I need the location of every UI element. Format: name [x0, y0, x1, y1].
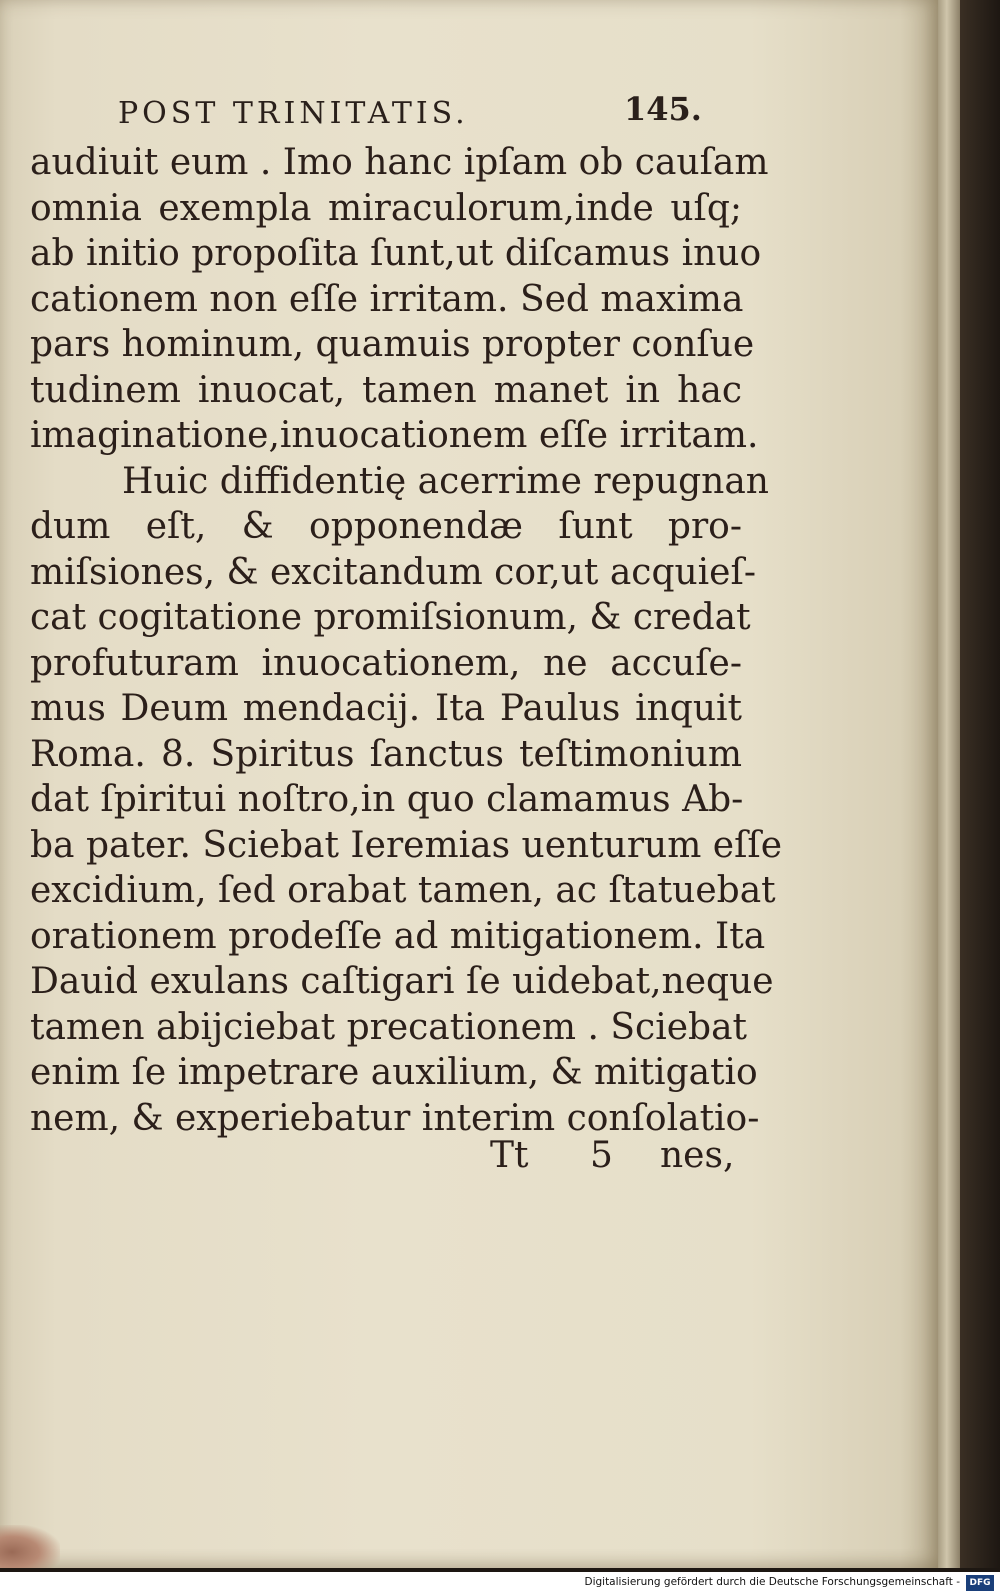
text-line: cat cogitatione promiſsionum, & credat — [30, 597, 751, 638]
corner-stain — [0, 1525, 60, 1568]
text-line: mus Deum mendacij. Ita Paulus inquit — [30, 688, 742, 729]
catchword: nes, — [660, 1135, 735, 1176]
signature-mark: Tt — [490, 1135, 529, 1176]
catchword-line — [490, 1135, 735, 1185]
text-line: imaginatione,inuocationem eſſe irritam. — [30, 415, 759, 456]
text-line: miſsiones, & excitandum cor,ut acquieſ- — [30, 551, 756, 593]
text-line: enim ſe impetrare auxilium, & mitigatio — [30, 1052, 758, 1093]
text-line: Dauid exulans caſtigari ſe uidebat,neque — [30, 961, 774, 1002]
text-line: Roma. 8. Spiritus ſanctus teſtimonium — [30, 733, 742, 775]
text-line: cationem non eſſe irritam. Sed maxima — [30, 278, 744, 320]
dfg-logo: DFG — [966, 1575, 994, 1591]
text-line: excidium, ſed orabat tamen, ac ſtatuebat — [30, 870, 776, 911]
body-text — [30, 140, 783, 1141]
text-line: audiuit eum . Imo hanc ipſam ob cauſam — [30, 142, 769, 183]
text-line: nem, & experiebatur interim conſolatio- — [30, 1097, 760, 1139]
text-line: profuturam inuocationem, ne accuſe- — [30, 642, 742, 684]
page-number: 145. — [624, 90, 702, 128]
text-line: tudinem inuocat, tamen manet in hac — [30, 369, 742, 411]
text-line: tamen abijciebat precationem . Sciebat — [30, 1006, 747, 1048]
signature-number: 5 — [590, 1135, 613, 1176]
text-line: ba pater. Sciebat Ieremias uenturum eſſe — [30, 824, 783, 866]
text-line: pars hominum, quamuis propter conſue — [30, 324, 755, 365]
text-line: ab initio propoſita ſunt,ut diſcamus inuo — [30, 233, 762, 274]
page-header — [118, 88, 718, 136]
running-head: POST TRINITATIS. — [118, 96, 469, 131]
text-line: omnia exempla miraculorum,inde uſq; — [30, 187, 742, 229]
page-edge — [938, 0, 960, 1568]
footer-bar — [0, 1572, 1000, 1596]
text-line-paragraph-start: Huic diffidentię acerrime repugnan — [122, 460, 769, 502]
text-line: dat ſpiritui noſtro,in quo clamamus Ab- — [30, 779, 744, 820]
text-line: orationem prodeſſe ad mitigationem. Ita — [30, 915, 766, 957]
funding-credit: Digitalisierung gefördert durch die Deutsche Forschungsgemeinschaft - — [584, 1576, 960, 1588]
book-background — [960, 0, 1000, 1568]
text-line: dum eſt, & opponendæ ſunt pro- — [30, 506, 742, 547]
